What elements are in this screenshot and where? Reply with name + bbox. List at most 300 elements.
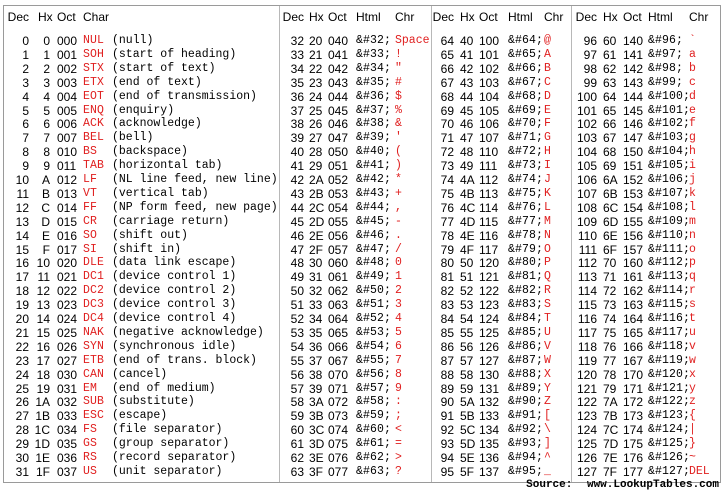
cell-dec: 116 <box>577 312 597 326</box>
cell-oct: 063 <box>328 298 349 313</box>
cell-dec: 96 <box>583 34 597 48</box>
cell-dec: 4 <box>22 89 29 104</box>
header-dec: Dec <box>575 10 597 24</box>
cell-hx: 1A <box>35 395 50 410</box>
cell-hx: 16 <box>36 339 50 354</box>
cell-chr: Z <box>544 395 551 409</box>
cell-chr: , <box>395 200 402 214</box>
table-row <box>4 131 279 145</box>
cell-abbr: ACK <box>83 117 105 131</box>
cell-hx: 44 <box>460 89 474 104</box>
cell-abbr: DC1 <box>83 270 105 284</box>
cell-chr: v <box>689 339 696 353</box>
table-row <box>280 270 431 284</box>
header-row <box>432 10 571 24</box>
table-row <box>280 354 431 368</box>
cell-oct: 060 <box>328 256 349 271</box>
cell-html: &#32; <box>356 34 392 47</box>
cell-abbr: ESC <box>83 409 105 423</box>
cell-dec: 102 <box>576 117 597 132</box>
cell-html: &#117; <box>648 325 691 339</box>
cell-chr: DEL <box>689 464 710 478</box>
table-row <box>432 48 571 62</box>
cell-html: &#63; <box>356 464 392 478</box>
cell-dec: 73 <box>440 159 454 174</box>
cell-chr: e <box>689 103 696 117</box>
cell-dec: 127 <box>576 464 597 479</box>
cell-html: &#104; <box>648 145 691 159</box>
cell-hx: 58 <box>460 367 474 382</box>
cell-hx: 6F <box>603 242 618 257</box>
cell-hx: 69 <box>603 159 617 174</box>
table-row <box>4 187 279 201</box>
cell-desc: (file separator) <box>112 423 223 437</box>
table-row <box>432 104 571 118</box>
table-row <box>572 326 720 340</box>
table-row <box>432 34 571 48</box>
cell-abbr: STX <box>83 61 105 75</box>
cell-html: &#112; <box>648 256 691 270</box>
table-row <box>280 48 431 62</box>
cell-oct: 061 <box>328 270 349 285</box>
cell-oct: 162 <box>623 284 644 299</box>
table-row <box>432 340 571 354</box>
table-row <box>280 229 431 243</box>
cell-desc: (data link escape) <box>112 256 237 270</box>
cell-html: &#84; <box>508 312 544 325</box>
cell-chr: m <box>689 214 696 228</box>
cell-hx: 3C <box>309 423 325 438</box>
cell-hx: 2E <box>309 228 324 243</box>
cell-oct: 032 <box>57 395 78 410</box>
cell-dec: 67 <box>440 75 454 90</box>
cell-chr: I <box>544 159 551 173</box>
table-row <box>280 465 431 479</box>
table-row <box>280 117 431 131</box>
cell-hx: 5A <box>460 395 475 410</box>
cell-hx: 13 <box>36 298 50 313</box>
table-row <box>280 395 431 409</box>
cell-hx: 3A <box>309 395 324 410</box>
header-chr: Chr <box>689 10 709 24</box>
cell-chr: " <box>395 61 402 75</box>
table-row <box>572 298 720 312</box>
cell-hx: F <box>42 242 50 257</box>
cell-oct: 103 <box>479 75 500 90</box>
cell-dec: 54 <box>290 339 304 354</box>
cell-dec: 72 <box>440 145 454 160</box>
table-row <box>572 90 720 104</box>
cell-chr: 9 <box>395 381 402 395</box>
table-row <box>4 382 279 396</box>
cell-hx: 3E <box>309 451 324 465</box>
cell-chr: D <box>544 89 551 103</box>
cell-oct: 007 <box>57 131 78 146</box>
cell-oct: 172 <box>623 395 644 410</box>
cell-chr: / <box>395 242 402 256</box>
cell-oct: 005 <box>57 103 78 118</box>
cell-desc: (NL line feed, new line) <box>112 173 278 186</box>
table-row <box>4 340 279 354</box>
table-row <box>280 368 431 382</box>
cell-hx: 20 <box>309 34 323 48</box>
cell-desc: (vertical tab) <box>112 186 209 200</box>
header-html: Html <box>356 10 381 24</box>
cell-oct: 126 <box>479 339 500 354</box>
cell-oct: 040 <box>328 34 349 48</box>
cell-hx: 11 <box>37 270 50 285</box>
cell-hx: 60 <box>603 34 617 48</box>
cell-oct: 112 <box>479 173 499 187</box>
header-html: Html <box>648 10 673 24</box>
cell-hx: 0 <box>43 34 50 48</box>
cell-dec: 56 <box>290 367 304 382</box>
cell-html: &#126; <box>648 451 691 464</box>
cell-hx: 76 <box>603 339 617 354</box>
cell-oct: 054 <box>328 200 349 215</box>
cell-hx: 2 <box>43 61 50 76</box>
cell-oct: 067 <box>328 353 349 368</box>
cell-chr: t <box>689 312 696 325</box>
cell-dec: 2 <box>22 61 29 76</box>
cell-html: &#127; <box>648 464 691 478</box>
table-row <box>572 312 720 326</box>
cell-dec: 106 <box>576 173 597 187</box>
table-row <box>432 382 571 396</box>
cell-html: &#42; <box>356 173 392 186</box>
cell-html: &#107; <box>648 186 691 200</box>
cell-hx: 55 <box>460 325 474 340</box>
cell-oct: 050 <box>328 145 349 160</box>
cell-dec: 122 <box>576 395 597 410</box>
cell-dec: 112 <box>577 256 597 271</box>
cell-abbr: ENQ <box>83 103 105 117</box>
cell-chr: L <box>544 200 551 214</box>
cell-hx: 5C <box>460 423 476 438</box>
cell-desc: (unit separator) <box>112 464 223 478</box>
cell-oct: 143 <box>623 75 644 90</box>
cell-chr: S <box>544 298 551 312</box>
cell-hx: 6A <box>603 173 618 187</box>
cell-hx: 6C <box>603 200 619 215</box>
cell-html: &#39; <box>356 131 392 145</box>
cell-oct: 101 <box>479 47 500 62</box>
cell-abbr: SOH <box>83 47 105 61</box>
cell-hx: 43 <box>460 75 474 90</box>
cell-dec: 75 <box>440 186 454 201</box>
cell-html: &#54; <box>356 339 392 353</box>
cell-desc: (end of text) <box>112 75 202 89</box>
cell-desc: (record separator) <box>112 451 237 464</box>
cell-oct: 120 <box>479 256 500 271</box>
cell-chr: o <box>689 242 696 256</box>
cell-desc: (device control 4) <box>112 312 237 325</box>
cell-oct: 002 <box>57 61 78 76</box>
cell-html: &#100; <box>648 89 691 103</box>
cell-hx: 1D <box>34 437 50 452</box>
cell-html: &#98; <box>648 61 684 75</box>
cell-html: &#97; <box>648 47 684 61</box>
cell-chr: - <box>395 214 402 228</box>
cell-oct: 000 <box>57 34 78 48</box>
cell-dec: 38 <box>290 117 304 132</box>
cell-abbr: DLE <box>83 256 105 270</box>
cell-hx: 7F <box>603 464 618 479</box>
cell-abbr: EOT <box>83 89 105 103</box>
cell-html: &#36; <box>356 89 392 103</box>
cell-chr: A <box>544 47 551 61</box>
cell-dec: 66 <box>440 61 454 76</box>
cell-dec: 95 <box>440 464 454 479</box>
cell-html: &#109; <box>648 214 691 228</box>
cell-hx: 68 <box>603 145 617 160</box>
table-row <box>572 173 720 187</box>
cell-dec: 0 <box>22 34 29 48</box>
cell-desc: (backspace) <box>112 145 188 159</box>
table-row <box>572 340 720 354</box>
cell-chr: V <box>544 339 551 353</box>
cell-html: &#113; <box>648 270 691 284</box>
cell-oct: 151 <box>623 159 644 174</box>
cell-dec: 118 <box>577 339 597 354</box>
cell-html: &#52; <box>356 312 392 325</box>
cell-chr: E <box>544 103 551 117</box>
cell-hx: 49 <box>460 159 474 174</box>
cell-chr: ^ <box>544 451 551 464</box>
cell-html: &#53; <box>356 325 392 339</box>
cell-hx: 28 <box>309 145 323 160</box>
cell-oct: 015 <box>57 214 78 229</box>
cell-oct: 100 <box>479 34 500 48</box>
cell-chr: ` <box>689 34 696 47</box>
table-row <box>572 201 720 215</box>
table-row <box>280 243 431 257</box>
cell-oct: 046 <box>328 117 349 132</box>
cell-dec: 15 <box>15 242 29 257</box>
cell-html: &#47; <box>356 242 392 256</box>
cell-hx: 4C <box>460 200 476 215</box>
source-url[interactable]: www.LookupTables.com <box>586 479 719 491</box>
table-row <box>4 48 279 62</box>
cell-hx: 4A <box>460 173 475 187</box>
cell-html: &#95; <box>508 464 544 478</box>
table-row <box>280 104 431 118</box>
cell-oct: 140 <box>623 34 644 48</box>
cell-oct: 160 <box>623 256 644 271</box>
header-hx: Hx <box>460 10 475 24</box>
cell-abbr: GS <box>83 437 98 451</box>
cell-chr: # <box>395 75 402 89</box>
cell-hx: 6 <box>43 117 50 132</box>
cell-dec: 85 <box>440 325 454 340</box>
header-chr: Chr <box>544 10 564 24</box>
cell-chr: ) <box>395 159 402 173</box>
cell-dec: 123 <box>576 409 597 424</box>
cell-desc: (device control 3) <box>112 298 237 312</box>
cell-oct: 036 <box>57 451 78 465</box>
printable-panel-2 <box>432 6 572 482</box>
table-row <box>280 76 431 90</box>
cell-chr: * <box>395 173 402 186</box>
table-row <box>4 104 279 118</box>
cell-dec: 27 <box>15 409 29 424</box>
cell-oct: 135 <box>479 437 500 452</box>
cell-hx: 1C <box>34 423 50 438</box>
cell-chr: ; <box>395 409 402 423</box>
cell-hx: 36 <box>309 339 323 354</box>
cell-hx: 5D <box>460 437 476 452</box>
cell-dec: 105 <box>576 159 597 174</box>
cell-oct: 012 <box>57 173 78 187</box>
cell-oct: 106 <box>479 117 500 132</box>
header-oct: Oct <box>623 10 642 24</box>
cell-chr: F <box>544 117 551 131</box>
cell-hx: 73 <box>603 298 617 313</box>
cell-dec: 82 <box>440 284 454 299</box>
cell-chr: M <box>544 214 551 228</box>
cell-html: &#65; <box>508 47 544 61</box>
cell-html: &#88; <box>508 367 544 381</box>
cell-desc: (substitute) <box>112 395 195 409</box>
cell-desc: (device control 1) <box>112 270 237 284</box>
cell-dec: 26 <box>15 395 29 410</box>
cell-dec: 7 <box>22 131 29 146</box>
table-row <box>280 284 431 298</box>
printable-panel-3 <box>572 6 720 482</box>
cell-oct: 033 <box>57 409 78 424</box>
table-row <box>4 243 279 257</box>
cell-html: &#121; <box>648 381 691 395</box>
cell-oct: 057 <box>328 242 349 257</box>
table-row <box>4 298 279 312</box>
cell-abbr: SI <box>83 242 98 256</box>
cell-dec: 99 <box>583 75 597 90</box>
cell-html: &#83; <box>508 298 544 312</box>
cell-oct: 130 <box>479 367 500 382</box>
table-row <box>280 298 431 312</box>
cell-dec: 70 <box>440 117 454 132</box>
cell-chr: K <box>544 186 551 200</box>
cell-abbr: NUL <box>83 34 105 47</box>
table-row <box>4 326 279 340</box>
cell-hx: 1 <box>43 47 50 62</box>
table-row <box>432 229 571 243</box>
cell-chr: { <box>689 409 696 423</box>
cell-dec: 71 <box>440 131 454 146</box>
cell-html: &#60; <box>356 423 392 437</box>
cell-hx: 19 <box>36 381 50 396</box>
cell-chr: 0 <box>395 256 402 270</box>
table-row <box>432 437 571 451</box>
cell-oct: 122 <box>479 284 500 299</box>
cell-html: &#81; <box>508 270 544 284</box>
cell-oct: 031 <box>57 381 78 396</box>
cell-oct: 123 <box>479 298 500 313</box>
cell-html: &#62; <box>356 451 392 464</box>
cell-dec: 107 <box>576 186 597 201</box>
cell-hx: 45 <box>460 103 474 118</box>
cell-hx: 46 <box>460 117 474 132</box>
cell-desc: (NP form feed, new page) <box>112 200 278 214</box>
cell-hx: 79 <box>603 381 617 396</box>
cell-chr: . <box>395 228 402 242</box>
cell-dec: 47 <box>290 242 304 257</box>
header-dec: Dec <box>7 10 29 24</box>
table-row <box>572 270 720 284</box>
cell-hx: 2D <box>309 214 325 229</box>
cell-hx: 9 <box>43 159 50 174</box>
cell-hx: 62 <box>603 61 617 76</box>
cell-dec: 25 <box>15 381 29 396</box>
cell-oct: 156 <box>623 228 644 243</box>
cell-html: &#114; <box>648 284 691 298</box>
cell-chr: d <box>689 89 696 103</box>
cell-hx: 77 <box>603 353 617 368</box>
table-row <box>280 256 431 270</box>
cell-hx: 54 <box>460 312 474 326</box>
cell-hx: 72 <box>603 284 617 299</box>
cell-dec: 78 <box>440 228 454 243</box>
cell-dec: 10 <box>15 173 29 187</box>
cell-html: &#123; <box>648 409 691 423</box>
table-row <box>4 76 279 90</box>
cell-html: &#116; <box>648 312 691 325</box>
cell-dec: 126 <box>576 451 597 465</box>
cell-html: &#92; <box>508 423 544 437</box>
table-row <box>572 437 720 451</box>
cell-hx: 6B <box>603 186 618 201</box>
cell-abbr: CR <box>83 214 98 228</box>
cell-abbr: DC3 <box>83 298 105 312</box>
cell-dec: 120 <box>576 367 597 382</box>
cell-dec: 74 <box>440 173 454 187</box>
cell-hx: 67 <box>603 131 617 146</box>
cell-hx: 59 <box>460 381 474 396</box>
cell-dec: 65 <box>440 47 454 62</box>
cell-oct: 175 <box>623 437 644 452</box>
cell-html: &#70; <box>508 117 544 131</box>
cell-dec: 6 <box>22 117 29 132</box>
table-row <box>572 451 720 465</box>
cell-dec: 31 <box>15 464 29 479</box>
cell-hx: 52 <box>460 284 474 299</box>
cell-dec: 79 <box>440 242 454 257</box>
header-row <box>4 10 279 24</box>
cell-oct: 073 <box>328 409 349 424</box>
cell-hx: 3B <box>309 409 324 424</box>
cell-hx: 32 <box>309 284 323 299</box>
cell-hx: 3F <box>309 464 324 479</box>
cell-hx: 63 <box>603 75 617 90</box>
cell-chr: [ <box>544 409 551 423</box>
cell-oct: 146 <box>623 117 644 132</box>
cell-oct: 127 <box>479 353 500 368</box>
cell-chr: Y <box>544 381 551 395</box>
cell-hx: 50 <box>460 256 474 271</box>
cell-html: &#96; <box>648 34 684 47</box>
table-row <box>572 409 720 423</box>
table-row <box>432 201 571 215</box>
table-row <box>4 201 279 215</box>
cell-chr: 4 <box>395 312 402 325</box>
cell-hx: 39 <box>309 381 323 396</box>
cell-oct: 071 <box>328 381 349 396</box>
table-row <box>432 368 571 382</box>
cell-chr: : <box>395 395 402 409</box>
cell-hx: 5E <box>460 451 475 465</box>
cell-chr: T <box>544 312 551 325</box>
cell-hx: 14 <box>36 312 50 326</box>
